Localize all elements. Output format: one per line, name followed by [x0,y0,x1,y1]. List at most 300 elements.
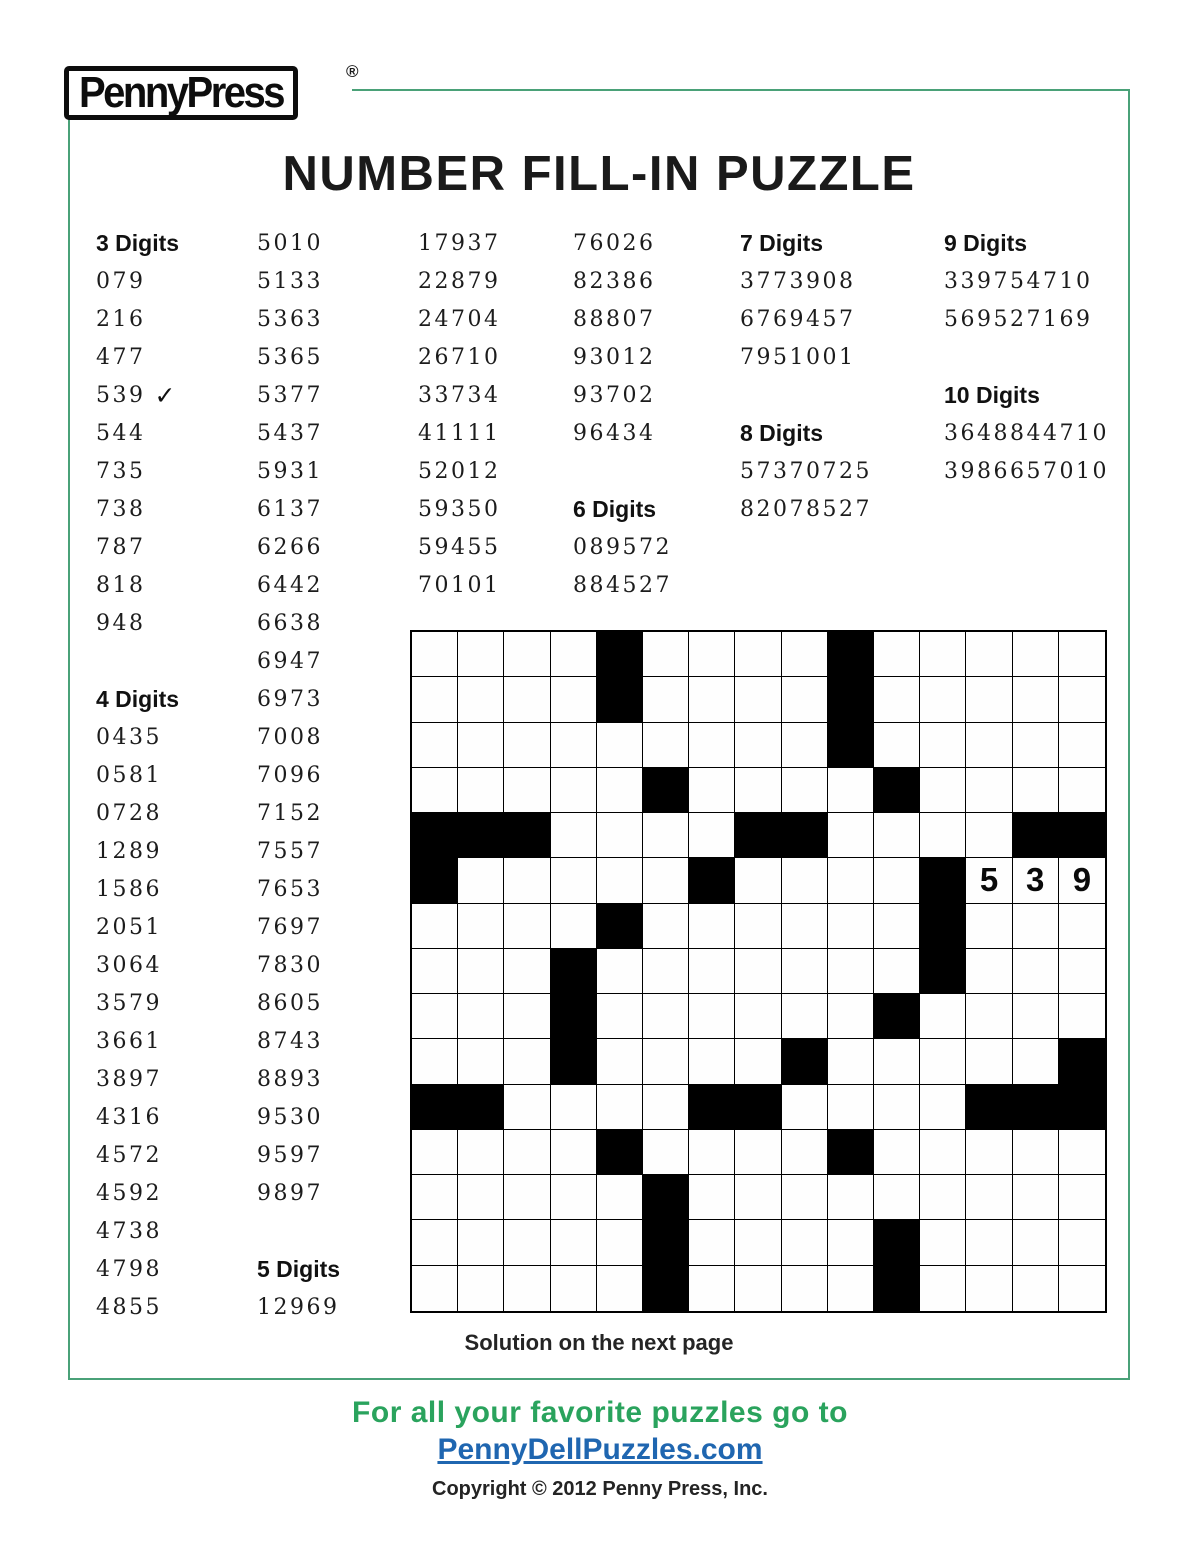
grid-cell-r9c4 [551,994,597,1039]
list-section-header: 10 Digits [944,381,1040,408]
grid-cell-r9c13[interactable] [966,994,1012,1039]
list-number-item: 3661 [96,1028,162,1054]
grid-cell-r4c15[interactable] [1059,768,1105,813]
grid-cell-r15c3[interactable] [504,1266,550,1311]
grid-cell-r4c14[interactable] [1013,768,1059,813]
grid-cell-r5c8 [735,813,781,858]
list-section-header: 4 Digits [96,685,180,712]
grid-cell-r14c1[interactable] [412,1220,458,1265]
grid-cell-r12c9[interactable] [782,1130,828,1175]
page-border-right [1128,89,1130,1380]
grid-cell-r4c1[interactable] [412,768,458,813]
list-number-item: 738 [96,496,146,522]
grid-cell-r6c11[interactable] [874,858,920,903]
list-number-item: 3579 [96,990,162,1016]
list-number-item: 7152 [257,800,323,826]
grid-cell-r8c6[interactable] [643,949,689,994]
list-number-item: 4855 [96,1294,162,1320]
grid-cell-r13c7[interactable] [689,1175,735,1220]
list-number-item: 7008 [257,724,323,750]
grid-cell-r15c10[interactable] [828,1266,874,1311]
grid-cell-r9c3[interactable] [504,994,550,1039]
grid-cell-r12c6[interactable] [643,1130,689,1175]
list-number-item: 4592 [96,1180,162,1206]
grid-cell-r3c10 [828,723,874,768]
grid-cell-r7c14[interactable] [1013,904,1059,949]
grid-cell-prefilled-r6c13[interactable]: 5 [966,858,1012,903]
grid-cell-r9c10[interactable] [828,994,874,1039]
list-number-item: 539 ✓ [96,380,176,410]
list-number-item: 5377 [257,382,323,408]
grid-cell-r3c11[interactable] [874,723,920,768]
list-number-item: 2051 [96,914,162,940]
grid-cell-r10c14[interactable] [1013,1039,1059,1084]
grid-cell-r12c7[interactable] [689,1130,735,1175]
grid-cell-r4c9[interactable] [782,768,828,813]
grid-cell-r9c15[interactable] [1059,994,1105,1039]
grid-cell-r3c4[interactable] [551,723,597,768]
grid-cell-r9c2[interactable] [458,994,504,1039]
grid-cell-r11c13 [966,1085,1012,1130]
list-number-item: 4316 [96,1104,162,1130]
grid-cell-r8c15[interactable] [1059,949,1105,994]
grid-cell-r3c1[interactable] [412,723,458,768]
page-title: NUMBER FILL-IN PUZZLE [282,147,916,201]
grid-cell-r11c12[interactable] [920,1085,966,1130]
grid-cell-r13c10[interactable] [828,1175,874,1220]
grid-cell-r8c5[interactable] [597,949,643,994]
grid-cell-r4c8[interactable] [735,768,781,813]
grid-cell-r14c5[interactable] [597,1220,643,1265]
grid-cell-r7c13[interactable] [966,904,1012,949]
grid-cell-r11c4[interactable] [551,1085,597,1130]
grid-cell-r7c4[interactable] [551,904,597,949]
list-number-item: 9597 [257,1142,323,1168]
grid-cell-r12c13[interactable] [966,1130,1012,1175]
list-number-item: 818 [96,572,146,598]
grid-cell-prefilled-r6c15[interactable]: 9 [1059,858,1105,903]
grid-cell-r9c7[interactable] [689,994,735,1039]
grid-cell-r14c12[interactable] [920,1220,966,1265]
grid-cell-r11c3[interactable] [504,1085,550,1130]
grid-cell-r1c2[interactable] [458,632,504,677]
grid-cell-r11c5[interactable] [597,1085,643,1130]
list-spacer [944,338,1109,376]
list-number-item: 6442 [257,572,323,598]
list-number-item: 26710 [418,344,501,370]
grid-cell-r3c13[interactable] [966,723,1012,768]
grid-cell-r5c7[interactable] [689,813,735,858]
list-number-item: 0581 [96,762,162,788]
grid-cell-r15c4[interactable] [551,1266,597,1311]
list-number-item: 477 [96,344,146,370]
grid-cell-r5c5[interactable] [597,813,643,858]
grid-cell-r5c9 [782,813,828,858]
list-number-item: 6947 [257,648,323,674]
list-number-item: 96434 [573,420,656,446]
grid-cell-r7c9[interactable] [782,904,828,949]
grid-cell-r3c7[interactable] [689,723,735,768]
grid-cell-r3c3[interactable] [504,723,550,768]
grid-cell-r5c11[interactable] [874,813,920,858]
grid-cell-r1c7[interactable] [689,632,735,677]
grid-cell-r15c9[interactable] [782,1266,828,1311]
grid-cell-r4c2[interactable] [458,768,504,813]
grid-cell-r4c10[interactable] [828,768,874,813]
grid-cell-r6c5[interactable] [597,858,643,903]
grid-cell-r4c13[interactable] [966,768,1012,813]
grid-cell-r5c3 [504,813,550,858]
grid-cell-r6c6[interactable] [643,858,689,903]
list-number-item: 5133 [257,268,323,294]
grid-cell-r5c2 [458,813,504,858]
grid-cell-r9c11 [874,994,920,1039]
grid-cell-r10c5[interactable] [597,1039,643,1084]
grid-cell-r8c3[interactable] [504,949,550,994]
grid-cell-r5c10[interactable] [828,813,874,858]
grid-cell-r1c5 [597,632,643,677]
grid-cell-r11c14 [1013,1085,1059,1130]
grid-cell-r12c12[interactable] [920,1130,966,1175]
grid-cell-r7c10[interactable] [828,904,874,949]
grid-cell-r8c7[interactable] [689,949,735,994]
grid-cell-r15c2[interactable] [458,1266,504,1311]
grid-cell-r4c11 [874,768,920,813]
list-number-item: 089572 [573,534,672,560]
grid-cell-r1c9[interactable] [782,632,828,677]
grid-cell-r11c8 [735,1085,781,1130]
list-number-item: 8893 [257,1066,323,1092]
list-number-item: 0435 [96,724,162,750]
grid-cell-r7c3[interactable] [504,904,550,949]
grid-cell-r7c7[interactable] [689,904,735,949]
grid-cell-r1c15[interactable] [1059,632,1105,677]
list-section-header: 7 Digits [740,229,824,256]
grid-cell-r10c8[interactable] [735,1039,781,1084]
grid-cell-r5c14 [1013,813,1059,858]
grid-cell-r2c6[interactable] [643,677,689,722]
grid-cell-r2c12[interactable] [920,677,966,722]
grid-cell-r14c15[interactable] [1059,1220,1105,1265]
grid-cell-r3c8[interactable] [735,723,781,768]
grid-cell-r8c14[interactable] [1013,949,1059,994]
grid-cell-r15c15[interactable] [1059,1266,1105,1311]
grid-cell-r14c9[interactable] [782,1220,828,1265]
grid-cell-r5c15 [1059,813,1105,858]
grid-cell-r4c5[interactable] [597,768,643,813]
grid-cell-r10c6[interactable] [643,1039,689,1084]
list-number-item: 82078527 [740,496,872,522]
list-number-item: 17937 [418,230,501,256]
list-number-item: 6769457 [740,306,856,332]
list-number-item: 57370725 [740,458,872,484]
grid-cell-r2c10 [828,677,874,722]
list-section-header: 5 Digits [257,1255,341,1282]
grid-cell-r11c9[interactable] [782,1085,828,1130]
list-number-item: 569527169 [944,306,1093,332]
grid-cell-r6c3[interactable] [504,858,550,903]
grid-cell-r12c5 [597,1130,643,1175]
list-number-item: 735 [96,458,146,484]
grid-cell-r12c4[interactable] [551,1130,597,1175]
check-mark-icon: ✓ [154,380,176,410]
grid-cell-r2c7[interactable] [689,677,735,722]
list-spacer [96,642,179,680]
grid-cell-r12c1[interactable] [412,1130,458,1175]
grid-cell-r11c2 [458,1085,504,1130]
list-number-item: 93702 [573,382,656,408]
grid-cell-r8c8[interactable] [735,949,781,994]
grid-cell-r11c11[interactable] [874,1085,920,1130]
grid-cell-r1c8[interactable] [735,632,781,677]
grid-cell-r10c9 [782,1039,828,1084]
grid-cell-r12c8[interactable] [735,1130,781,1175]
grid-cell-r15c14[interactable] [1013,1266,1059,1311]
grid-cell-r9c1[interactable] [412,994,458,1039]
pennydellpuzzles-link[interactable]: PennyDellPuzzles.com [437,1433,763,1466]
list-number-item: 52012 [418,458,501,484]
list-section-header: 6 Digits [573,495,657,522]
grid-cell-r8c10[interactable] [828,949,874,994]
grid-cell-r10c1[interactable] [412,1039,458,1084]
grid-cell-r6c4[interactable] [551,858,597,903]
grid-cell-r11c10[interactable] [828,1085,874,1130]
grid-cell-r5c13[interactable] [966,813,1012,858]
list-number-item: 6638 [257,610,323,636]
pennypress-logo [64,66,298,120]
grid-cell-r10c7[interactable] [689,1039,735,1084]
grid-cell-r13c2[interactable] [458,1175,504,1220]
grid-cell-r2c3[interactable] [504,677,550,722]
grid-cell-r15c5[interactable] [597,1266,643,1311]
grid-cell-r9c12[interactable] [920,994,966,1039]
list-spacer [257,1212,340,1250]
grid-cell-r15c1[interactable] [412,1266,458,1311]
list-number-item: 22879 [418,268,501,294]
grid-cell-r1c12[interactable] [920,632,966,677]
grid-cell-r14c6 [643,1220,689,1265]
grid-cell-r15c7[interactable] [689,1266,735,1311]
list-number-item: 1586 [96,876,162,902]
grid-cell-r5c6[interactable] [643,813,689,858]
grid-cell-r9c5[interactable] [597,994,643,1039]
grid-cell-r13c8[interactable] [735,1175,781,1220]
grid-cell-r3c15[interactable] [1059,723,1105,768]
grid-cell-r14c11 [874,1220,920,1265]
footer-copyright: Copyright © 2012 Penny Press, Inc. [432,1478,768,1500]
grid-cell-r2c2[interactable] [458,677,504,722]
grid-cell-r13c13[interactable] [966,1175,1012,1220]
list-number-item: 8743 [257,1028,323,1054]
grid-cell-r2c5 [597,677,643,722]
grid-cell-r11c1 [412,1085,458,1130]
grid-cell-r8c11[interactable] [874,949,920,994]
grid-cell-r2c9[interactable] [782,677,828,722]
grid-cell-r13c12[interactable] [920,1175,966,1220]
grid-cell-r10c2[interactable] [458,1039,504,1084]
grid-cell-r7c1[interactable] [412,904,458,949]
grid-cell-r10c10[interactable] [828,1039,874,1084]
grid-cell-r5c4[interactable] [551,813,597,858]
grid-cell-r9c14[interactable] [1013,994,1059,1039]
grid-cell-r13c5[interactable] [597,1175,643,1220]
list-number-item: 5363 [257,306,323,332]
grid-cell-r6c1 [412,858,458,903]
grid-cell-r2c11[interactable] [874,677,920,722]
grid-cell-r6c8[interactable] [735,858,781,903]
list-number-item: 7653 [257,876,323,902]
grid-cell-r14c13[interactable] [966,1220,1012,1265]
grid-cell-r9c9[interactable] [782,994,828,1039]
number-list-col5 [740,224,872,528]
grid-cell-r14c10[interactable] [828,1220,874,1265]
solution-note: Solution on the next page [464,1330,734,1355]
grid-cell-r3c14[interactable] [1013,723,1059,768]
grid-cell-r1c1[interactable] [412,632,458,677]
grid-cell-r3c9[interactable] [782,723,828,768]
grid-cell-r2c1[interactable] [412,677,458,722]
list-number-item: 7697 [257,914,323,940]
grid-cell-r14c8[interactable] [735,1220,781,1265]
grid-cell-r14c14[interactable] [1013,1220,1059,1265]
grid-cell-r2c15[interactable] [1059,677,1105,722]
grid-cell-r9c6[interactable] [643,994,689,1039]
grid-cell-prefilled-r6c14[interactable]: 3 [1013,858,1059,903]
grid-cell-r4c7[interactable] [689,768,735,813]
list-number-item: 948 [96,610,146,636]
list-spacer [740,376,872,414]
list-number-item: 59350 [418,496,501,522]
grid-cell-r7c11[interactable] [874,904,920,949]
grid-cell-r8c4 [551,949,597,994]
grid-cell-r8c9[interactable] [782,949,828,994]
list-number-item: 3773908 [740,268,856,294]
grid-cell-r2c13[interactable] [966,677,1012,722]
grid-cell-r1c14[interactable] [1013,632,1059,677]
grid-cell-r1c3[interactable] [504,632,550,677]
grid-cell-r6c9[interactable] [782,858,828,903]
grid-cell-r15c11 [874,1266,920,1311]
grid-cell-r3c2[interactable] [458,723,504,768]
grid-cell-r12c15[interactable] [1059,1130,1105,1175]
list-number-item: 7951001 [740,344,856,370]
grid-cell-r7c2[interactable] [458,904,504,949]
grid-cell-r4c12[interactable] [920,768,966,813]
grid-cell-r1c13[interactable] [966,632,1012,677]
list-number-item: 5365 [257,344,323,370]
list-section-header: 9 Digits [944,229,1028,256]
list-number-item: 4798 [96,1256,162,1282]
grid-cell-r13c1[interactable] [412,1175,458,1220]
page-border-top [352,89,1128,91]
grid-cell-r3c5[interactable] [597,723,643,768]
list-number-item: 9897 [257,1180,323,1206]
grid-cell-r6c2[interactable] [458,858,504,903]
number-list-col3 [418,224,501,604]
grid-cell-r3c6[interactable] [643,723,689,768]
grid-cell-r14c2[interactable] [458,1220,504,1265]
list-number-item: 3897 [96,1066,162,1092]
grid-cell-r4c6 [643,768,689,813]
grid-cell-r13c3[interactable] [504,1175,550,1220]
grid-cell-r5c12[interactable] [920,813,966,858]
grid-cell-r13c9[interactable] [782,1175,828,1220]
grid-cell-r10c3[interactable] [504,1039,550,1084]
list-number-item: 70101 [418,572,501,598]
grid-cell-r2c14[interactable] [1013,677,1059,722]
grid-cell-r6c12 [920,858,966,903]
grid-cell-r13c15[interactable] [1059,1175,1105,1220]
list-number-item: 59455 [418,534,501,560]
grid-cell-r9c8[interactable] [735,994,781,1039]
list-number-item: 3648844710 [944,420,1109,446]
list-number-item: 24704 [418,306,501,332]
list-number-item: 8605 [257,990,323,1016]
grid-cell-r8c1[interactable] [412,949,458,994]
grid-cell-r10c11[interactable] [874,1039,920,1084]
grid-cell-r2c8[interactable] [735,677,781,722]
grid-cell-r15c13[interactable] [966,1266,1012,1311]
grid-cell-r13c4[interactable] [551,1175,597,1220]
grid-cell-r4c3[interactable] [504,768,550,813]
grid-cell-r14c4[interactable] [551,1220,597,1265]
grid-cell-r8c13[interactable] [966,949,1012,994]
grid-cell-r1c6[interactable] [643,632,689,677]
grid-cell-r7c8[interactable] [735,904,781,949]
list-number-item: 82386 [573,268,656,294]
grid-cell-r10c12[interactable] [920,1039,966,1084]
grid-cell-r15c12[interactable] [920,1266,966,1311]
grid-cell-r13c14[interactable] [1013,1175,1059,1220]
list-number-item: 33734 [418,382,501,408]
footer-link-wrap [0,1433,1200,1467]
grid-cell-r15c8[interactable] [735,1266,781,1311]
list-number-item: 88807 [573,306,656,332]
list-number-item: 3986657010 [944,458,1109,484]
grid-cell-r12c14[interactable] [1013,1130,1059,1175]
grid-cell-r13c11[interactable] [874,1175,920,1220]
list-number-item: 41111 [418,420,501,446]
grid-cell-r12c3[interactable] [504,1130,550,1175]
grid-cell-r14c3[interactable] [504,1220,550,1265]
list-number-item: 5437 [257,420,323,446]
grid-cell-r12c2[interactable] [458,1130,504,1175]
grid-cell-r6c10[interactable] [828,858,874,903]
grid-cell-r7c6[interactable] [643,904,689,949]
number-list-col6 [944,224,1109,490]
grid-cell-r12c11[interactable] [874,1130,920,1175]
number-list-col1 [96,224,179,1326]
grid-cell-r14c7[interactable] [689,1220,735,1265]
list-number-item: 4572 [96,1142,162,1168]
grid-cell-r5c1 [412,813,458,858]
grid-cell-r7c12 [920,904,966,949]
grid-cell-r10c13[interactable] [966,1039,1012,1084]
grid-cell-r7c15[interactable] [1059,904,1105,949]
page-border-bottom [68,1378,1130,1380]
grid-cell-r2c4[interactable] [551,677,597,722]
grid-cell-r4c4[interactable] [551,768,597,813]
list-number-item: 1289 [96,838,162,864]
grid-cell-r11c6[interactable] [643,1085,689,1130]
grid-cell-r8c2[interactable] [458,949,504,994]
grid-cell-r15c6 [643,1266,689,1311]
grid-cell-r1c4[interactable] [551,632,597,677]
grid-cell-r1c11[interactable] [874,632,920,677]
list-number-item: 76026 [573,230,656,256]
list-number-item: 5931 [257,458,323,484]
grid-cell-r3c12[interactable] [920,723,966,768]
